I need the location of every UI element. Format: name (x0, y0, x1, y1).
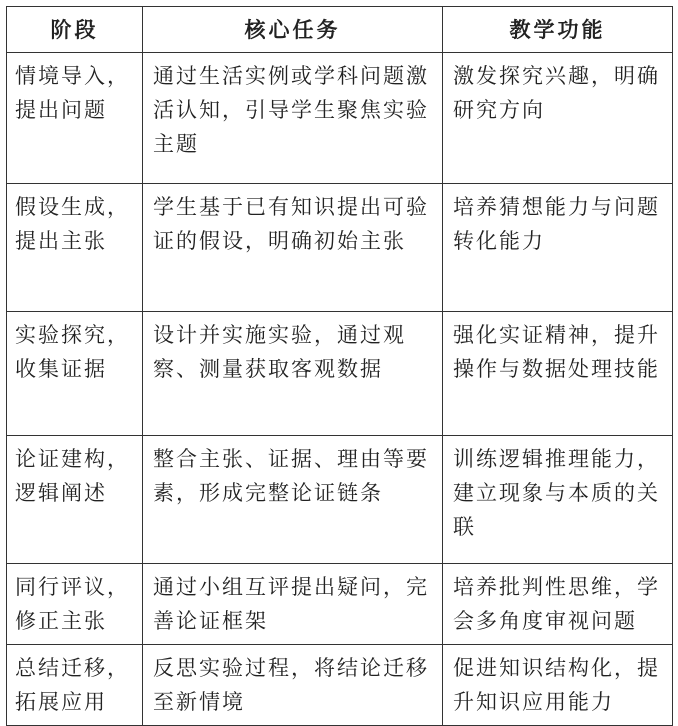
header-teaching-function: 教学功能 (443, 7, 673, 53)
function-cell: 训练逻辑推理能力，建立现象与本质的关联 (443, 436, 673, 564)
function-cell: 培养批判性思维，学会多角度审视问题 (443, 564, 673, 645)
task-cell: 学生基于已有知识提出可验证的假设，明确初始主张 (143, 184, 443, 312)
function-cell: 激发探究兴趣，明确研究方向 (443, 53, 673, 184)
table-header-row (7, 7, 673, 53)
task-cell: 设计并实施实验，通过观察、测量获取客观数据 (143, 312, 443, 436)
task-cell: 通过小组互评提出疑问，完善论证框架 (143, 564, 443, 645)
table-row (7, 564, 673, 645)
table-row (7, 436, 673, 564)
stage-cell: 实验探究，收集证据 (7, 312, 143, 436)
task-cell: 反思实验过程，将结论迁移至新情境 (143, 645, 443, 726)
table-row (7, 312, 673, 436)
function-cell: 强化实证精神，提升操作与数据处理技能 (443, 312, 673, 436)
stage-cell: 同行评议，修正主张 (7, 564, 143, 645)
function-cell: 培养猜想能力与问题转化能力 (443, 184, 673, 312)
stage-cell: 情境导入，提出问题 (7, 53, 143, 184)
stages-table (6, 6, 673, 726)
stage-cell: 总结迁移，拓展应用 (7, 645, 143, 726)
table-row (7, 645, 673, 726)
table-row (7, 53, 673, 184)
table-row (7, 184, 673, 312)
header-stage: 阶段 (7, 7, 143, 53)
stage-cell: 论证建构，逻辑阐述 (7, 436, 143, 564)
header-core-task: 核心任务 (143, 7, 443, 53)
task-cell: 通过生活实例或学科问题激活认知，引导学生聚焦实验主题 (143, 53, 443, 184)
teaching-stages-table (6, 6, 672, 714)
function-cell: 促进知识结构化，提升知识应用能力 (443, 645, 673, 726)
stage-cell: 假设生成，提出主张 (7, 184, 143, 312)
task-cell: 整合主张、证据、理由等要素，形成完整论证链条 (143, 436, 443, 564)
